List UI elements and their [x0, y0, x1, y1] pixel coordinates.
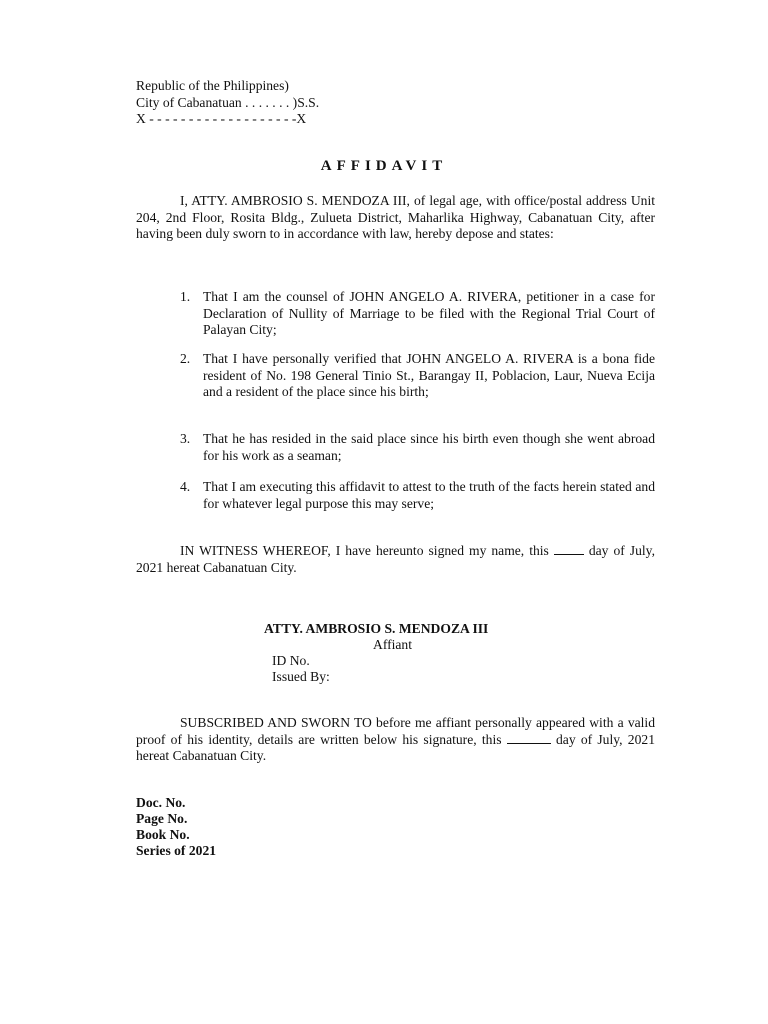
id-number-label: ID No. [272, 653, 310, 668]
intro-text: I, ATTY. AMBROSIO S. MENDOZA III, of legal age, with office/postal address Unit 204, 2nd Floor, Rosita Bldg., Zulueta District, Maharlika Highway, Cabanatuan City, after having been duly sworn to in accordance with law, hereby depose and states: [136, 193, 655, 241]
affiant-role: Affiant [373, 637, 413, 652]
jurat-day-blank [507, 732, 551, 744]
issued-by-label: Issued By: [272, 669, 330, 684]
intro-paragraph [136, 193, 655, 243]
item-text: That I have personally verified that JOHN ANGELO A. RIVERA is a bona fide resident of No. 198 General Tinio St., Barangay II, Poblacion, Laur, Nueva Ecija and a resident of the place since his birth; [203, 351, 655, 399]
item-number: 3. [180, 431, 191, 446]
jurat-paragraph [136, 715, 655, 765]
item-number: 2. [180, 351, 191, 366]
doc-number-label: Doc. No. [136, 795, 186, 810]
list-item [180, 431, 655, 464]
item-text: That I am the counsel of JOHN ANGELO A. RIVERA, petitioner in a case for Declaration of Nullity of Marriage to be filed with the Regional Trial Court of Palayan City; [203, 289, 655, 337]
series-label: Series of 2021 [136, 843, 217, 858]
document-title: AFFIDAVIT [320, 158, 448, 174]
item-number: 1. [180, 289, 191, 304]
affiant-name: ATTY. AMBROSIO S. MENDOZA III [264, 621, 489, 636]
header-city: City of Cabanatuan . . . . . . . )S.S. [136, 95, 320, 110]
page-number-label: Page No. [136, 811, 188, 826]
witness-text-end: day of July, 2021 hereat Cabanatuan City. [136, 543, 655, 575]
item-text: That he has resided in the said place since his birth even though she went abroad for his work as a seaman; [203, 431, 655, 463]
header-separator: X - - - - - - - - - - - - - - - - - - -X [136, 111, 307, 126]
item-number: 4. [180, 479, 191, 494]
item-text: That I am executing this affidavit to attest to the truth of the facts herein stated and for whatever legal purpose this may serve; [203, 479, 655, 511]
book-number-label: Book No. [136, 827, 190, 842]
header-republic: Republic of the Philippines) [136, 78, 289, 93]
list-item [180, 479, 655, 512]
jurat-text-start: SUBSCRIBED AND SWORN TO before me affiant personally appeared with a valid proof of his identity, details are written below his signature, this [136, 715, 655, 747]
witness-day-blank [554, 543, 584, 555]
list-item [180, 289, 655, 339]
witness-text-start: IN WITNESS WHEREOF, I have hereunto signed my name, this [180, 543, 549, 558]
witness-paragraph [136, 543, 655, 576]
jurat-text-end: day of July, 2021 hereat Cabanatuan City. [136, 731, 655, 763]
list-item [180, 351, 655, 401]
